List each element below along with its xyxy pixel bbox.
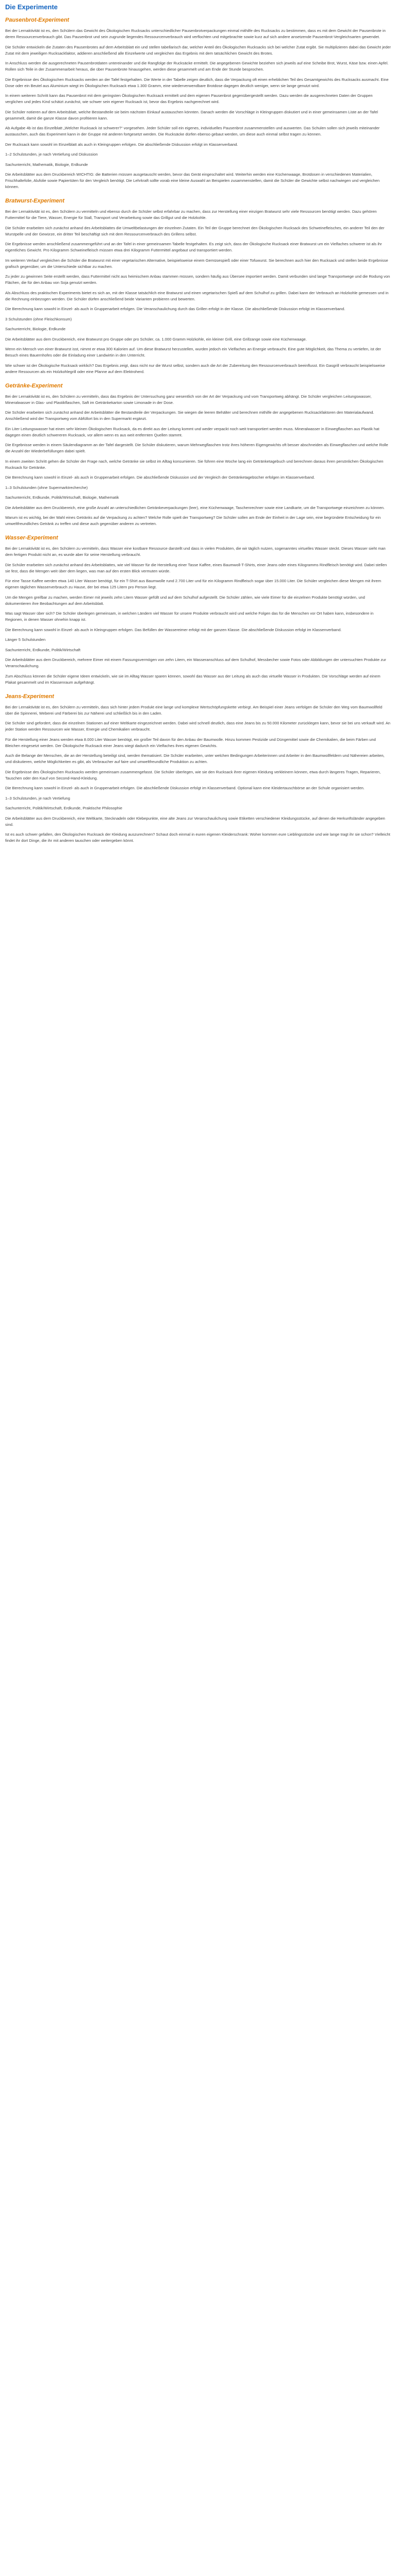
paragraph: In Anschluss werden die ausgerechneten Pausenbrotdaten untereinander und die Rangfolge der Rucksäcke ermittelt. Die angegebenen Gewichte beziehen sich jeweils auf eine Scheibe Brot, Wurst, Käse bzw. einen Apfel. Rollen sich Teile in der Zusammenarbeit heraus, die über Pausenbrote hinausgehen, werden diese gesammelt und am Ende der Stunde besprochen. [5, 61, 389, 72]
paragraph: Die Berechnung kann sowohl in Einzel- als auch in Gruppenarbeit erfolgen. Die abschließende Diskussion erfolgt im Klassenverband. Optional kann eine Kleidertauschbörse an der Schule organisiert werden. [5, 786, 365, 790]
section-heading: Wasser-Experiment [5, 535, 58, 541]
paragraph: Die Arbeitsblätter aus dem Druckbereich, eine Bratwurst pro Gruppe oder pro Schüler, ca. 1.000 Gramm Holzkohle, ein kleiner Grill, eine Grillzange sowie eine Küchenwaage. [5, 336, 307, 342]
paragraph: Die Ergebnisse werden in einem Säulendiagramm an der Tafel dargestellt. Die Schüler diskutieren, warum Mehrwegflaschen trotz ihres höheren Eigengewichts oft besser abschneiden als Einwegflaschen und welche Rolle die Anzahl der Wiederbefüllungen dabei spielt. [5, 443, 388, 453]
paragraph: Die Berechnung kann sowohl in Einzel- als auch in Gruppenarbeit erfolgen. Die abschließende Diskussion und der Vergleich der Getränketagebücher erfolgen im Klassenverband. [5, 475, 315, 480]
paragraph: Um die Mengen greifbar zu machen, werden Eimer mit jeweils zehn Litern Wasser gefüllt und auf dem Schulhof aufgestellt. Die Schüler zählen, wie viele Eimer für die einzelnen Produkte benötigt würden, und dokumentieren ihre Beobachtungen auf dem Arbeitsblatt. [5, 595, 365, 606]
paragraph: Ist es auch schwer gefallen, den Ökologischen Rucksack der Kleidung auszurechnen? Schaut doch einmal in euren eigenen Kleiderschrank: Woher kommen eure Lieblingsstücke und wie lange tragt ihr sie schon? Vielleicht findet ihr dort Dinge, die ihr mit anderen tauschen oder weitergeben könnt. [5, 832, 390, 843]
paragraph: Die Berechnung kann sowohl in Einzel- als auch in Gruppenarbeit erfolgen. Die Veranschaulichung durch das Grillen erfolgt in der Klasse. Die abschließende Diskussion erfolgt im Klassenverband. [5, 307, 345, 311]
paragraph: Sachunterricht, Erdkunde, Politik/Wirtschaft [5, 647, 81, 652]
paragraph: Wenn ein Mensch von einer Bratwurst isst, nimmt er etwa 300 Kalorien auf. Um diese Bratwurst herzustellen, wurden jedoch ein Vielfaches an Energie verbraucht. Eine gute Möglichkeit, das Thema zu vertiefen, ist der Besuch eines Bauernhofes oder die Einladung einer Landwirtin in den Unterricht. [5, 347, 381, 358]
document-page [0, 0, 396, 863]
paragraph: Bei der Lernaktivität ist es, den Schülern zu vermitteln, dass sich hinter jedem Produkt eine lange und komplexe Wertschöpfungskette verbirgt. Am Beispiel einer Jeans verfolgen die Schüler den Weg vom Baumwollfeld über die Spinnerei, Weberei und Färberei bis zur Näherei und schließlich bis in den Laden. [5, 704, 383, 716]
paragraph: Wie schwer ist der Ökologische Rucksack wirklich? Das Ergebnis zeigt, dass nicht nur die Wurst selbst, sondern auch die Art der Zubereitung den Ressourcenverbrauch beeinflusst. Ein Gasgrill verbraucht beispielsweise andere Ressourcen als ein Holzkohlegrill oder eine Pfanne auf dem Elektroherd. [5, 363, 385, 374]
paragraph: 1–3 Schulstunden, je nach Vertiefung [5, 795, 70, 801]
section-heading: Bratwurst-Experiment [5, 198, 64, 204]
paragraph: Die Ergebnisse des Ökologischen Rucksacks werden an der Tafel festgehalten. Die Werte in der Tabelle zeigen deutlich, dass die Verpackung oft einen erheblichen Teil des Gesamtgewichts des Rucksacks ausmacht. Eine Dose oder ein Beutel aus Aluminium wiegt im Ökologischen Rucksack etwa 1.300 Gramm, eine wiederverwendbare Brotdose dagegen deutlich weniger, wenn sie lange genutzt wird. [5, 77, 389, 88]
paragraph: Die Berechnung kann sowohl in Einzel- als auch in Kleingruppen erfolgen. Das Befüllen der Wassereimer erfolgt mit der ganzen Klasse. Die abschließende Diskussion erfolgt im Klassenverband. [5, 627, 342, 632]
paragraph: Auch die Belange der Menschen, die an der Herstellung beteiligt sind, werden thematisiert. Die Schüler erarbeiten, unter welchen Bedingungen Arbeiterinnen und Arbeiter in den Baumwollfeldern und Nähereien arbeiten, und diskutieren, welche Möglichkeiten es gibt, als Verbraucher auf faire und umweltfreundliche Produktion zu achten. [5, 753, 385, 764]
paragraph: Bei der Lernaktivität ist es, den Schülern zu vermitteln, dass das Ergebnis der Untersuchung ganz wesentlich von der Art der Verpackung und vom Transportweg abhängt. Die Schüler vergleichen Leitungswasser, Mineralwasser in Glas- und Plastikflaschen, Saft im Getränkekarton sowie Limonade in der Dose. [5, 394, 372, 405]
paragraph: Zu jeder zu gewinnen Seite erstellt werden, dass Futtermittel nicht aus heimischem Anbau stammen müssen, sondern häufig aus Übersee importiert werden. Damit verbunden sind lange Transportwege und die Rodung von Flächen, die für den Anbau von Soja genutzt werden. [5, 274, 390, 285]
section [5, 534, 391, 686]
section [5, 197, 391, 375]
section [5, 693, 391, 844]
paragraph: Die Ergebnisse des Ökologischen Rucksacks werden gemeinsam zusammengefasst. Die Schüler überlegen, wie sie den Rucksack ihrer eigenen Kleidung verkleinern können, etwa durch längeres Tragen, Reparieren, Tauschen oder den Kauf von Second-Hand-Kleidung. [5, 769, 381, 781]
paragraph: Für eine Tasse Kaffee werden etwa 140 Liter Wasser benötigt, für ein T-Shirt aus Baumwolle rund 2.700 Liter und für ein Kilogramm Rindfleisch sogar über 15.000 Liter. Die Schüler vergleichen diese Mengen mit ihrem eigenen täglichen Wasserverbrauch zu Hause, der bei etwa 125 Litern pro Person liegt. [5, 579, 382, 589]
paragraph: Ein Liter Leitungswasser hat einen sehr kleinen Ökologischen Rucksack, da es direkt aus der Leitung kommt und weder verpackt noch weit transportiert werden muss. Mineralwasser in Einwegflaschen aus Plastik hat dagegen einen deutlich schwereren Rucksack, vor allem wenn es aus weit entfernten Quellen stammt. [5, 426, 380, 437]
paragraph: Zum Abschluss können die Schüler eigene Ideen entwickeln, wie sie im Alltag Wasser sparen können, sowohl das Wasser aus der Leitung als auch das virtuelle Wasser in Produkten. Die Vorschläge werden auf einem Plakat gesammelt und im Klassenraum aufgehängt. [5, 673, 381, 685]
paragraph: Die Schüler erarbeiten sich zunächst anhand des Arbeitsblattes die Umweltbelastungen der einzelnen Zutaten. Ein Teil der Gruppe berechnet den Ökologischen Rucksack des Schweinefleisches, ein anderer Teil den der Wurstpelle und der Gewürze, ein dritter Teil beschäftigt sich mit dem Ressourcenverbrauch des Grillens selbst. [5, 225, 385, 236]
paragraph: Die Ergebnisse werden anschließend zusammengeführt und an der Tafel in einer gemeinsamen Tabelle festgehalten. Es zeigt sich, dass der Ökologische Rucksack einer Bratwurst um ein Vielfaches schwerer ist als ihr eigentliches Gewicht. Pro Kilogramm Schweinefleisch müssen etwa drei Kilogramm Futtermittel angebaut und transportiert werden. [5, 242, 382, 252]
paragraph: Sachunterricht, Mathematik, Biologie, Erdkunde [5, 162, 88, 167]
paragraph: Sachunterricht, Biologie, Erdkunde [5, 327, 65, 331]
paragraph: 1–2 Schulstunden, je nach Vertiefung und Diskussion [5, 152, 98, 157]
paragraph: In einem zweiten Schritt gehen die Schüler der Frage nach, welche Getränke sie selbst im Alltag konsumieren. Sie führen eine Woche lang ein Getränketagebuch und berechnen daraus ihren persönlichen Ökologischen Rucksack für Getränke. [5, 459, 384, 470]
sections-container [5, 16, 391, 844]
section [5, 16, 391, 190]
paragraph: Im weiteren Verlauf vergleichen die Schüler die Bratwurst mit einer vegetarischen Alternative, beispielsweise einem Gemüsespieß oder einer Tofuwurst. Sie berechnen auch hier den Rucksack und stellen beide Ergebnisse grafisch gegenüber, um die Unterschiede sichtbar zu machen. [5, 258, 388, 269]
paragraph: Länger 5 Schulstunden [5, 637, 46, 642]
paragraph: 3 Schulstunden (ohne Fleischkonsum) [5, 316, 72, 321]
paragraph: Die Arbeitsblätter aus dem Druckbereich WICHTIG: die Batterien müssen ausgetauscht werden, bevor das Gerät eingeschaltet wird. Weiterhin werden eine Küchenwaage, Brotdosen in verschiedenen Materialien, Frischhaltefolie, Alufolie sowie Papiertüten für den Vergleich benötigt. Die Lehrkraft sollte vorab eine kleine Auswahl an Beispielen zusammenstellen, damit die Schüler die Gewichte selbst nachwiegen und vergleichen können. [5, 172, 380, 189]
section-heading: Jeans-Experiment [5, 693, 54, 700]
paragraph: Sachunterricht, Politik/Wirtschaft, Erdkunde, Praktische Philosophie [5, 806, 123, 810]
paragraph: Bei der Lernaktivität ist es, den Schülern zu vermitteln und ebenso durch die Schüler selbst erfahrbar zu machen, dass zur Herstellung einer einzigen Bratwurst sehr viele Ressourcen benötigt werden. Dazu gehören Futtermittel für die Tiere, Wasser, Energie für Stall, Transport und Verarbeitung sowie das Grillgut und die Holzkohle. [5, 209, 377, 220]
paragraph: Für die Herstellung einer Jeans werden etwa 8.000 Liter Wasser benötigt, ein großer Teil davon für den Anbau der Baumwolle. Hinzu kommen Pestizide und Düngemittel sowie die Chemikalien, die beim Färben und Bleichen eingesetzt werden. Der Ökologische Rucksack einer Jeans wiegt dadurch ein Vielfaches ihres eigenen Gewichts. [5, 737, 376, 748]
paragraph: Der Rucksack kann sowohl im Einzelblatt als auch in Kleingruppen erfolgen. Die abschließende Diskussion erfolgt im Klassenverband. [5, 142, 238, 147]
paragraph: In einem weiteren Schritt kann das Pausenbrot mit dem geringsten Ökologischen Rucksack ermittelt und dem eigenen Pausenbrot gegenübergestellt werden. Dazu werden die ausgerechneten Daten der Gruppen verglichen und jedes Kind schätzt zunächst, wie schwer sein eigener Rucksack ist, bevor das Ergebnis nachgerechnet wird. [5, 93, 373, 104]
paragraph: Die Schüler entwickeln die Zutaten des Pausenbrotes auf dem Arbeitsblatt ein und stellen tabellarisch dar, welcher Anteil des Ökologischen Rucksacks sich bei welcher Zutat ergibt. Sie multiplizieren dabei das Gewicht jeder Zutat mit dem jeweiligen Rucksackfaktor, addieren anschließend alle Einzelwerte und vergleichen das Ergebnis mit dem tatsächlichen Gewicht des Brotes. [5, 44, 391, 56]
paragraph: 1–3 Schulstunden (ohne Supermarktrecherche) [5, 485, 88, 490]
paragraph: Die Schüler notieren auf dem Arbeitsblatt, welche Bestandteile sie beim nächsten Einkauf austauschen könnten. Danach werden die Vorschläge in Kleingruppen diskutiert und in einer gemeinsamen Liste an der Tafel gesammelt, damit die ganze Klasse davon profitieren kann. [5, 109, 378, 121]
section-heading: Getränke-Experiment [5, 382, 63, 389]
paragraph: Ab Aufgabe 4b ist das Einzelblatt „Welcher Rucksack ist schwerer?“ vorgesehen. Jeder Schüler soll ein eigenes, individuelles Pausenbrot zusammenstellen und auswerten. Das Schulen sollen sich jeweils miteinander austauschen, auch das Experiment kann in der Gruppe mit anderen fortgesetzt werden. Die Rucksäcke dürfen ebenso gebaut werden, um diese auch einmal selbst tragen zu können. [5, 126, 380, 137]
paragraph: Was sagt Wasser über sich? Die Schüler überlegen gemeinsam, in welchen Ländern viel Wasser für unsere Produkte verbraucht wird und welche Folgen das für die Menschen vor Ort haben kann, insbesondere in Regionen, in denen Wasser ohnehin knapp ist. [5, 611, 374, 622]
paragraph: Bei der Lernaktivität ist es, den Schülern das Gewicht des Ökologischen Rucksacks unterschiedlicher Pausenbrotverpackungen einmal mithilfe des Rucksacks zu bestimmen, dass es mit dem Gewicht der Pausenbrote in deren Ressourcenverbrauch gibt. Das Pausenbrot und sein zugrunde liegendes Ressourcenverbrauch wird verflochten und mitgebrachte sowie kurz auf sich andere ansetzende Pausenbrot-Vergleichsarten gewendet. [5, 28, 386, 39]
paragraph: Bei der Lernaktivität ist es, den Schülern zu vermitteln, dass Wasser eine kostbare Ressource darstellt und dass in vielen Produkten, die wir täglich nutzen, sogenanntes virtuelles Wasser steckt. Dieses Wasser sieht man dem fertigen Produkt nicht an, es wurde aber für seine Herstellung verbraucht. [5, 546, 386, 557]
paragraph: Als Abschluss des praktischen Experiments bietet es sich an, mit der Klasse tatsächlich eine Bratwurst und einen vegetarischen Spieß auf dem Schulhof zu grillen. Dabei kann der Verbrauch an Holzkohle gemessen und in die Rechnung einbezogen werden. Die Schüler dürfen anschließend beide Varianten probieren und bewerten. [5, 290, 389, 301]
paragraph: Warum ist es wichtig, bei der Wahl eines Getränks auf die Verpackung zu achten? Welche Rolle spielt der Transportweg? Die Schüler sollen am Ende der Einheit in der Lage sein, eine begründete Entscheidung für ein umweltfreundliches Getränk zu treffen und diese auch gegenüber anderen zu vertreten. [5, 515, 381, 526]
paragraph: Sachunterricht, Erdkunde, Politik/Wirtschaft, Biologie, Mathematik [5, 495, 119, 500]
paragraph: Die Schüler erarbeiten sich zunächst anhand des Arbeitsblattes, wie viel Wasser für die Herstellung einer Tasse Kaffee, eines Baumwoll-T-Shirts, einer Jeans oder eines Kilogramms Rindfleisch benötigt wird. Dabei stellen sie fest, dass die Mengen weit über dem liegen, was man auf den ersten Blick vermuten würde. [5, 562, 387, 573]
section [5, 382, 391, 528]
paragraph: Die Arbeitsblätter aus dem Druckbereich, mehrere Eimer mit einem Fassungsvermögen von zehn Litern, ein Wasseranschluss auf dem Schulhof, Messbecher sowie Fotos oder Abbildungen der untersuchten Produkte zur Veranschaulichung. [5, 657, 386, 668]
paragraph: Die Arbeitsblätter aus dem Druckbereich, eine große Anzahl an unterschiedlichen Getränkeverpackungen (leer), eine Küchenwaage, Taschenrechner sowie eine Landkarte, um die Transportwege einzeichnen zu können. [5, 505, 385, 510]
section-heading: Pausenbrot-Experiment [5, 17, 70, 23]
paragraph: Die Arbeitsblätter aus dem Druckbereich, eine Weltkarte, Stecknadeln oder Klebepunkte, eine alte Jeans zur Veranschaulichung sowie Etiketten verschiedener Kleidungsstücke, auf denen die Herkunftsländer angegeben sind. [5, 816, 385, 827]
paragraph: Die Schüler sind gefordert, dass die einzelnen Stationen auf einer Weltkarte eingezeichnet werden. Dabei wird schnell deutlich, dass eine Jeans bis zu 50.000 Kilometer zurücklegen kann, bevor sie bei uns verkauft wird. An jeder Station werden Ressourcen wie Wasser, Energie und Chemikalien verbraucht. [5, 721, 391, 732]
page-title: Die Experimente [5, 3, 58, 11]
paragraph: Die Schüler erarbeiten sich zunächst anhand der Arbeitsblätter die Bestandteile der Verpackungen. Sie wiegen die leeren Behälter und berechnen mithilfe der angegebenen Rucksackfaktoren den Materialaufwand. Anschließend wird der Transportweg vom Abfüllort bis in den Supermarkt ergänzt. [5, 410, 374, 421]
